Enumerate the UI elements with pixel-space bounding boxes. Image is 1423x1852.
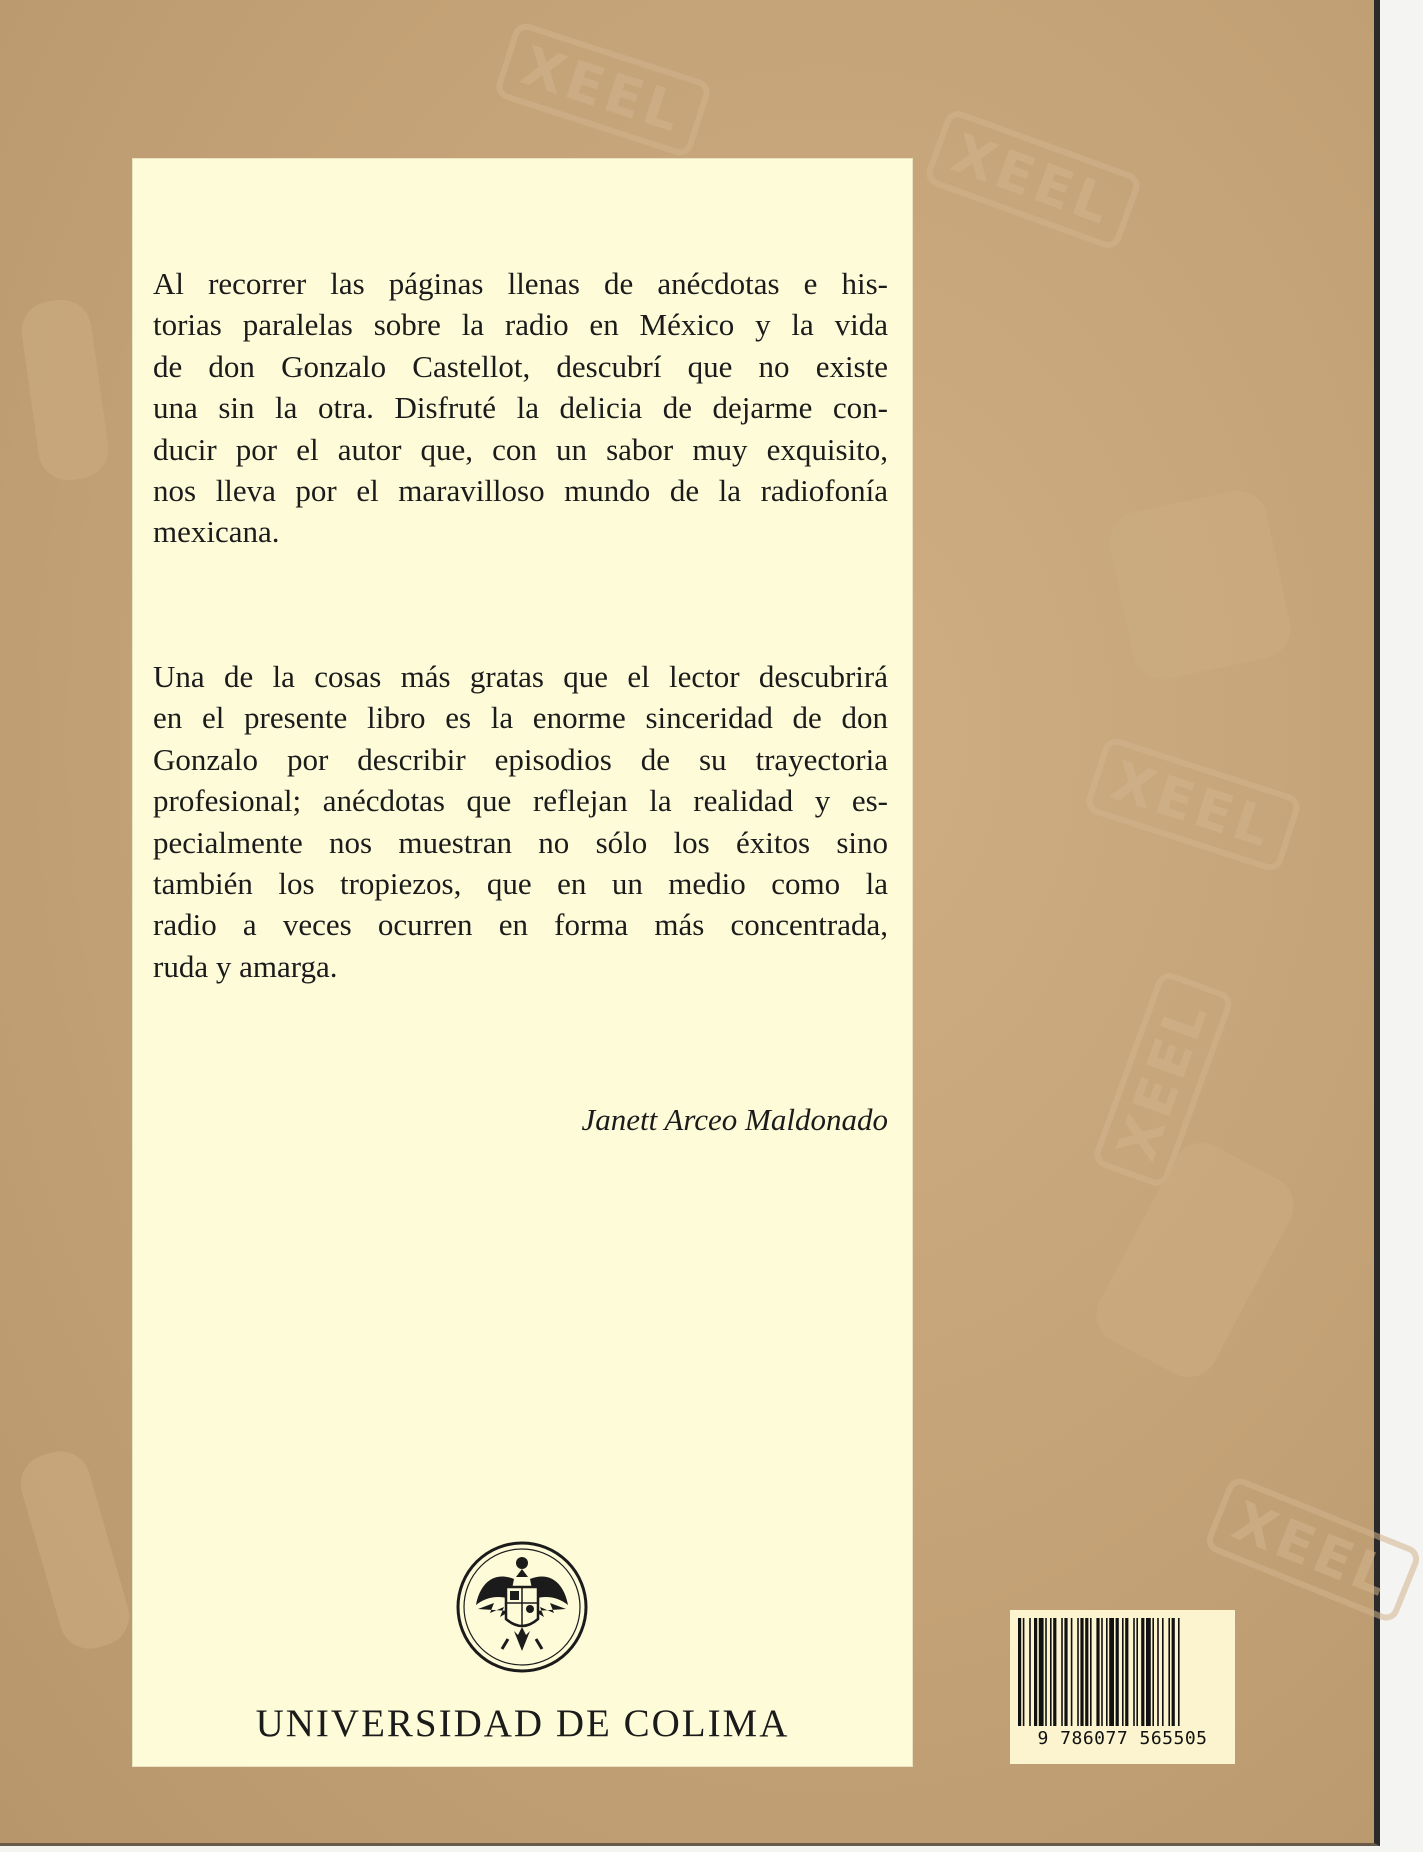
barcode-bar: [1023, 1618, 1025, 1726]
watermark-logo: XEEL: [1083, 735, 1303, 874]
barcode-bar: [1077, 1618, 1079, 1726]
watermark-logo: XEEL: [1091, 969, 1236, 1189]
barcode-bar: [1080, 1618, 1083, 1726]
text-line: nos lleva por el maravilloso mundo de la radiofonía: [153, 473, 888, 509]
text-line: ruda y amarga.: [153, 948, 338, 984]
barcode-bar: [1106, 1618, 1108, 1726]
barcode-bar: [1039, 1618, 1044, 1726]
barcode-bar: [1116, 1618, 1119, 1726]
barcode-bar: [1172, 1618, 1175, 1726]
blurb-paragraph-1: [153, 263, 888, 553]
barcode-bar: [1018, 1618, 1021, 1726]
barcode-bar: [1085, 1618, 1088, 1726]
barcode-bar: [1157, 1618, 1159, 1726]
blurb-paragraph-2: [153, 656, 888, 987]
barcode-bar: [1045, 1618, 1047, 1726]
barcode-bar: [1162, 1618, 1164, 1726]
text-line: Una de la cosas más gratas que el lector descubrirá: [153, 659, 888, 694]
watermark-logo: XEEL: [493, 20, 713, 159]
barcode-bar: [1141, 1618, 1144, 1726]
barcode-bar: [1096, 1618, 1099, 1726]
text-line: una sin la otra. Disfruté la delicia de dejarme con-: [153, 390, 888, 426]
watermark-logo: XEEL: [1203, 1474, 1423, 1624]
university-seal-eagle-icon: [454, 1539, 590, 1675]
barcode-bar: [1050, 1618, 1052, 1726]
barcode-bar: [1125, 1618, 1128, 1726]
barcode-bar: [1071, 1618, 1073, 1726]
watermark-logo: XEEL: [923, 107, 1143, 252]
barcode-bar: [1146, 1618, 1151, 1726]
text-line: Al recorrer las páginas llenas de anécdotas e his-: [153, 266, 888, 301]
background-microphone-shape: [18, 296, 112, 484]
text-line: de don Gonzalo Castellot, descubrí que no existe: [153, 348, 888, 384]
barcode-bar: [1136, 1618, 1138, 1726]
barcode-bar: [1029, 1618, 1031, 1726]
barcode-bar: [1133, 1618, 1135, 1726]
text-line: pecialmente nos muestran no sólo los éxitos sino: [153, 824, 888, 860]
publisher-name: UNIVERSIDAD DE COLIMA: [255, 1702, 790, 1745]
barcode-bar: [1061, 1618, 1063, 1726]
barcode-bar: [1168, 1618, 1170, 1726]
barcode-bar: [1034, 1618, 1037, 1726]
barcode-bar: [1064, 1618, 1067, 1726]
text-line: Gonzalo por describir episodios de su trayectoria: [153, 741, 888, 777]
barcode: [1010, 1610, 1235, 1764]
barcode-bar: [1122, 1618, 1124, 1726]
barcode-bar: [1053, 1618, 1056, 1726]
text-line: radio a veces ocurren en forma más concentrada,: [153, 907, 888, 943]
blurb-panel: [133, 159, 912, 1766]
barcode-bar: [1090, 1618, 1092, 1726]
text-line: en el presente libro es la enorme sinceridad de don: [153, 700, 888, 736]
blurb-author: Janett Arceo Maldonado: [581, 1102, 888, 1137]
text-line: mexicana.: [153, 514, 280, 550]
barcode-bars: [1018, 1618, 1227, 1726]
text-line: también los tropiezos, que en un medio como la: [153, 866, 888, 902]
barcode-bar: [1109, 1618, 1114, 1726]
barcode-bar: [1178, 1618, 1180, 1726]
background-microphone-shape: [14, 1444, 136, 1656]
text-line: profesional; anécdotas que reflejan la realidad y es-: [153, 783, 888, 819]
barcode-bar: [1101, 1618, 1103, 1726]
text-line: torias paralelas sobre la radio en México y la vida: [153, 307, 888, 343]
isbn-number: 9 786077 565505: [1037, 1728, 1208, 1749]
text-line: ducir por el autor que, con un sabor muy exquisito,: [153, 431, 888, 467]
barcode-bar: [1152, 1618, 1154, 1726]
background-microphone-shape: [1104, 485, 1296, 685]
